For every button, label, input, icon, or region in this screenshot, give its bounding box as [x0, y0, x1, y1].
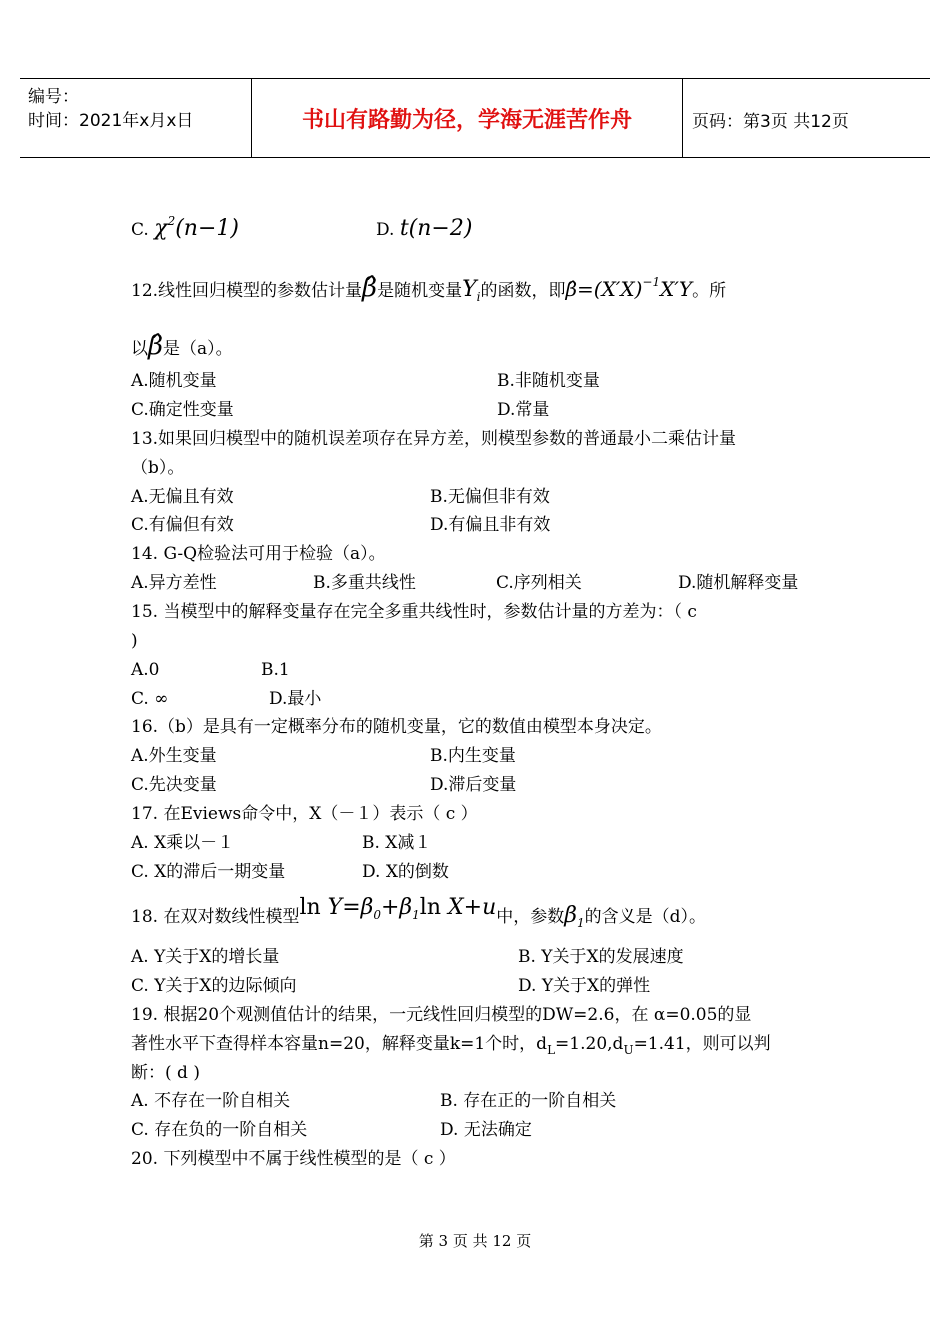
subscript: U: [623, 1043, 634, 1057]
question-text: 中，参数: [496, 907, 565, 927]
option-b: B. X减１: [362, 833, 432, 853]
header-meta: [28, 85, 193, 133]
question-15-cont: ): [131, 631, 138, 651]
beta-hat-symbol: β̂: [148, 331, 164, 361]
option-b: B. Y关于X的发展速度: [518, 947, 684, 967]
question-20: 20. 下列模型中不属于线性模型的是（ c ）: [131, 1149, 456, 1169]
question-text: 的含义是（d）。: [584, 907, 707, 927]
option-c: C. X的滞后一期变量: [131, 862, 286, 882]
option-d: D.最小: [269, 689, 322, 709]
option-b: B.内生变量: [430, 746, 516, 766]
question-text: =1.20,d: [555, 1034, 624, 1054]
option-a: A.异方差性: [131, 573, 217, 593]
question-text: 以: [131, 339, 148, 359]
option-a: A.随机变量: [131, 371, 217, 391]
option-c: C.序列相关: [496, 573, 582, 593]
formula-chi-square: $\chi^2(n-1)$: [154, 214, 239, 241]
option-c-line: [131, 214, 239, 242]
question-17: 17. 在Eviews命令中，X（－１）表示（ c ）: [131, 804, 478, 824]
option-b: B.无偏但非有效: [430, 487, 550, 507]
option-a: A. 不存在一阶自相关: [131, 1091, 291, 1111]
header-motto: 书山有路勤为径，学海无涯苦作舟: [301, 108, 632, 133]
option-a: A. Y关于X的增长量: [131, 947, 280, 967]
question-15: 15. 当模型中的解释变量存在完全多重共线性时，参数估计量的方差为：（ c: [131, 602, 697, 622]
option-b: B.多重共线性: [313, 573, 416, 593]
header-divider: [682, 79, 683, 157]
question-19-answer: 断：( d ): [131, 1063, 200, 1083]
header-page-info: 页码：第3页 共12页: [692, 112, 849, 132]
option-c: C.确定性变量: [131, 400, 234, 420]
yi-symbol: $Y_i$: [462, 277, 481, 304]
option-label: C.: [131, 220, 149, 240]
question-text: 18. 在双对数线性模型: [131, 907, 300, 927]
option-c: C. ∞: [131, 689, 169, 709]
question-text: 。所: [692, 281, 727, 301]
option-d-line: [376, 218, 472, 241]
option-b: B.非随机变量: [497, 371, 600, 391]
option-d: D.常量: [497, 400, 550, 420]
question-13: 13.如果回归模型中的随机误差项存在异方差，则模型参数的普通最小二乘估计量: [131, 429, 737, 449]
option-a: A.0: [131, 660, 160, 680]
beta1-symbol: $\beta_1$: [564, 903, 585, 930]
option-b: B.1: [261, 660, 290, 680]
question-text: 12.线性回归模型的参数估计量: [131, 281, 363, 301]
option-d: D. Y关于X的弹性: [518, 976, 651, 996]
question-text: 是（a）。: [163, 339, 233, 359]
page-footer: 第 3 页 共 12 页: [418, 1232, 532, 1250]
option-c: C. 存在负的一阶自相关: [131, 1120, 308, 1140]
option-a: A. X乘以－１: [131, 833, 235, 853]
question-13-answer: （b）。: [131, 458, 185, 478]
question-14: 14. G-Q检验法可用于检验（a）。: [131, 544, 386, 564]
option-d: D.随机解释变量: [678, 573, 799, 593]
question-text: 的函数，即: [480, 281, 566, 301]
option-a: A.外生变量: [131, 746, 217, 766]
header-table: [20, 78, 930, 158]
question-19: 19. 根据20个观测值估计的结果，一元线性回归模型的DW=2.6，在 α=0.05的显: [131, 1005, 752, 1025]
ols-formula: $\betâ=(X'X)^{-1}X'Y$: [565, 275, 693, 301]
question-12-cont: [131, 331, 233, 361]
question-16: 16.（b）是具有一定概率分布的随机变量，它的数值由模型本身决定。: [131, 717, 662, 737]
time-label: 时间：2021年x月x日: [28, 111, 194, 131]
beta-hat-symbol: β̂: [362, 273, 378, 303]
option-d: D. 无法确定: [440, 1120, 532, 1140]
option-d: D. X的倒数: [362, 862, 449, 882]
number-label: 编号：: [28, 87, 79, 107]
option-b: B. 存在正的一阶自相关: [440, 1091, 617, 1111]
option-label: D.: [376, 220, 395, 240]
option-c: C.有偏但有效: [131, 515, 234, 535]
question-18: [131, 895, 707, 930]
log-log-formula: $\ln Y=\beta_0+\beta_1\ln$ X+u: [299, 895, 497, 922]
question-12: [131, 273, 727, 304]
option-d: D.有偏且非有效: [430, 515, 551, 535]
question-text: =1.41，则可以判: [633, 1034, 771, 1054]
subscript: L: [547, 1043, 556, 1057]
option-d: D.滞后变量: [430, 775, 517, 795]
formula-t: t(n−2): [399, 216, 473, 241]
question-text: 著性水平下查得样本容量n=20，解释变量k=1个时，d: [131, 1034, 548, 1054]
question-19-cont: [131, 1033, 771, 1056]
question-text: 是随机变量: [377, 281, 463, 301]
option-a: A.无偏且有效: [131, 487, 234, 507]
option-c: C.先决变量: [131, 775, 217, 795]
option-c: C. Y关于X的边际倾向: [131, 976, 297, 996]
